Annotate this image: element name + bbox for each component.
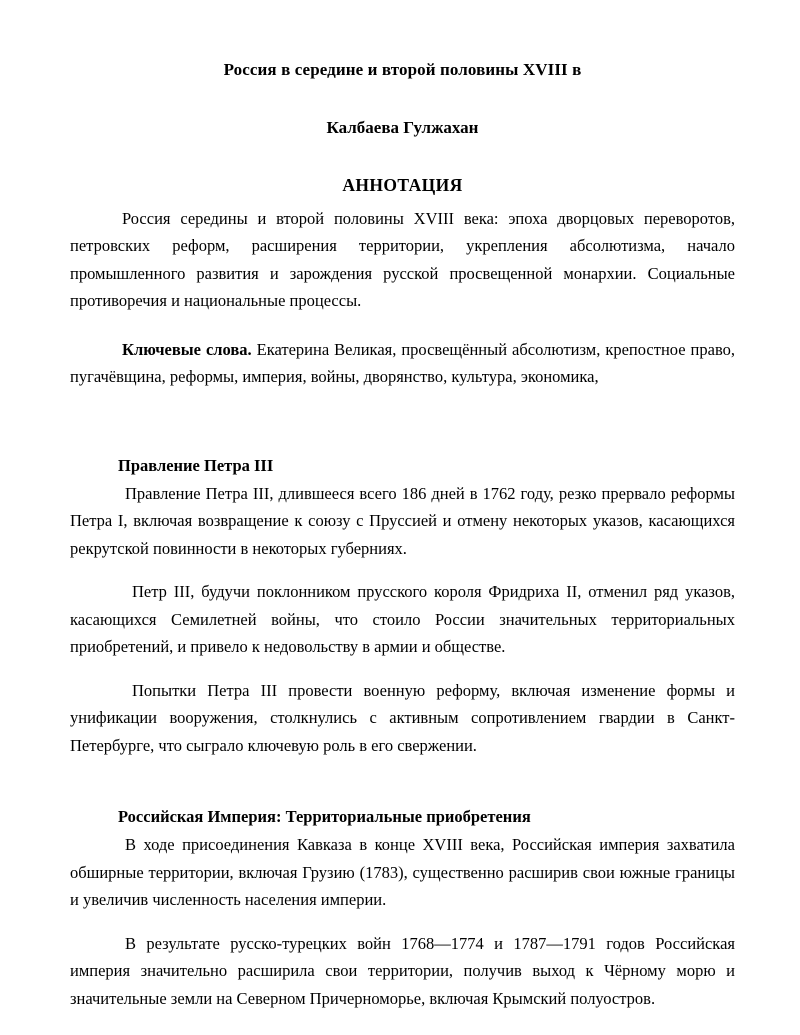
section-heading-russian-empire: Российская Империя: Территориальные приобретения bbox=[118, 807, 531, 827]
abstract-heading: АННОТАЦИЯ bbox=[342, 174, 463, 195]
page-title: Россия в середине и второй половины XVIII в bbox=[223, 60, 582, 79]
author-name: Калбаева Гулжахан bbox=[326, 118, 479, 138]
section-russian-empire bbox=[70, 759, 735, 1012]
keywords-label: Ключевые слова. bbox=[122, 339, 252, 359]
document-content bbox=[70, 0, 735, 1012]
paragraph: Попытки Петра III провести военную реформу, включая изменение формы и унификации вооружения, столкнулись с активным сопротивлением гвардии в Санкт-Петербурге, что сыграло ключевую роль в его свержении. bbox=[70, 680, 735, 755]
section-heading-peter-iii: Правление Петра III bbox=[118, 455, 274, 475]
keywords-list: Екатерина Великая, просвещённый абсолютизм, крепостное право, пугачёвщина, реформы, империя, войны, дворянство, культура, экономика, bbox=[70, 339, 736, 387]
section-peter-iii bbox=[70, 391, 735, 760]
paragraph: Петр III, будучи поклонником прусского короля Фридриха II, отменил ряд указов, касающихся Семилетней войны, что стоило России значительных территориальных приобретений, и привело к недовольству в армии и обществе. bbox=[70, 582, 735, 657]
paragraph: В результате русско-турецких войн 1768—1774 и 1787—1791 годов Российская империя значительно расширила свои территории, получив выход к Чёрному морю и значительные земли на Северном Причерноморье, включая Крымский полуостров. bbox=[70, 933, 735, 1008]
abstract-body: Россия середины и второй половины XVIII века: эпоха дворцовых переворотов, петровских реформ, расширения территории, укрепления абсолютизма, начало промышленного развития и зарождения русской просвещенной монархии. Социальные противоречия и национальные процессы. bbox=[70, 208, 735, 311]
paragraph: Правление Петра III, длившееся всего 186 дней в 1762 году, резко прервало реформы Петра I, включая возвращение к союзу с Пруссией и отмену некоторых указов, касающихся рекрутской повинности в некоторых губерниях. bbox=[70, 483, 735, 558]
keywords-paragraph bbox=[70, 315, 735, 391]
paragraph: В ходе присоединения Кавказа в конце XVIII века, Российская империя захватила обширные территории, включая Грузию (1783), существенно расширив свои южные границы и увеличив численность населения империи. bbox=[70, 835, 735, 910]
